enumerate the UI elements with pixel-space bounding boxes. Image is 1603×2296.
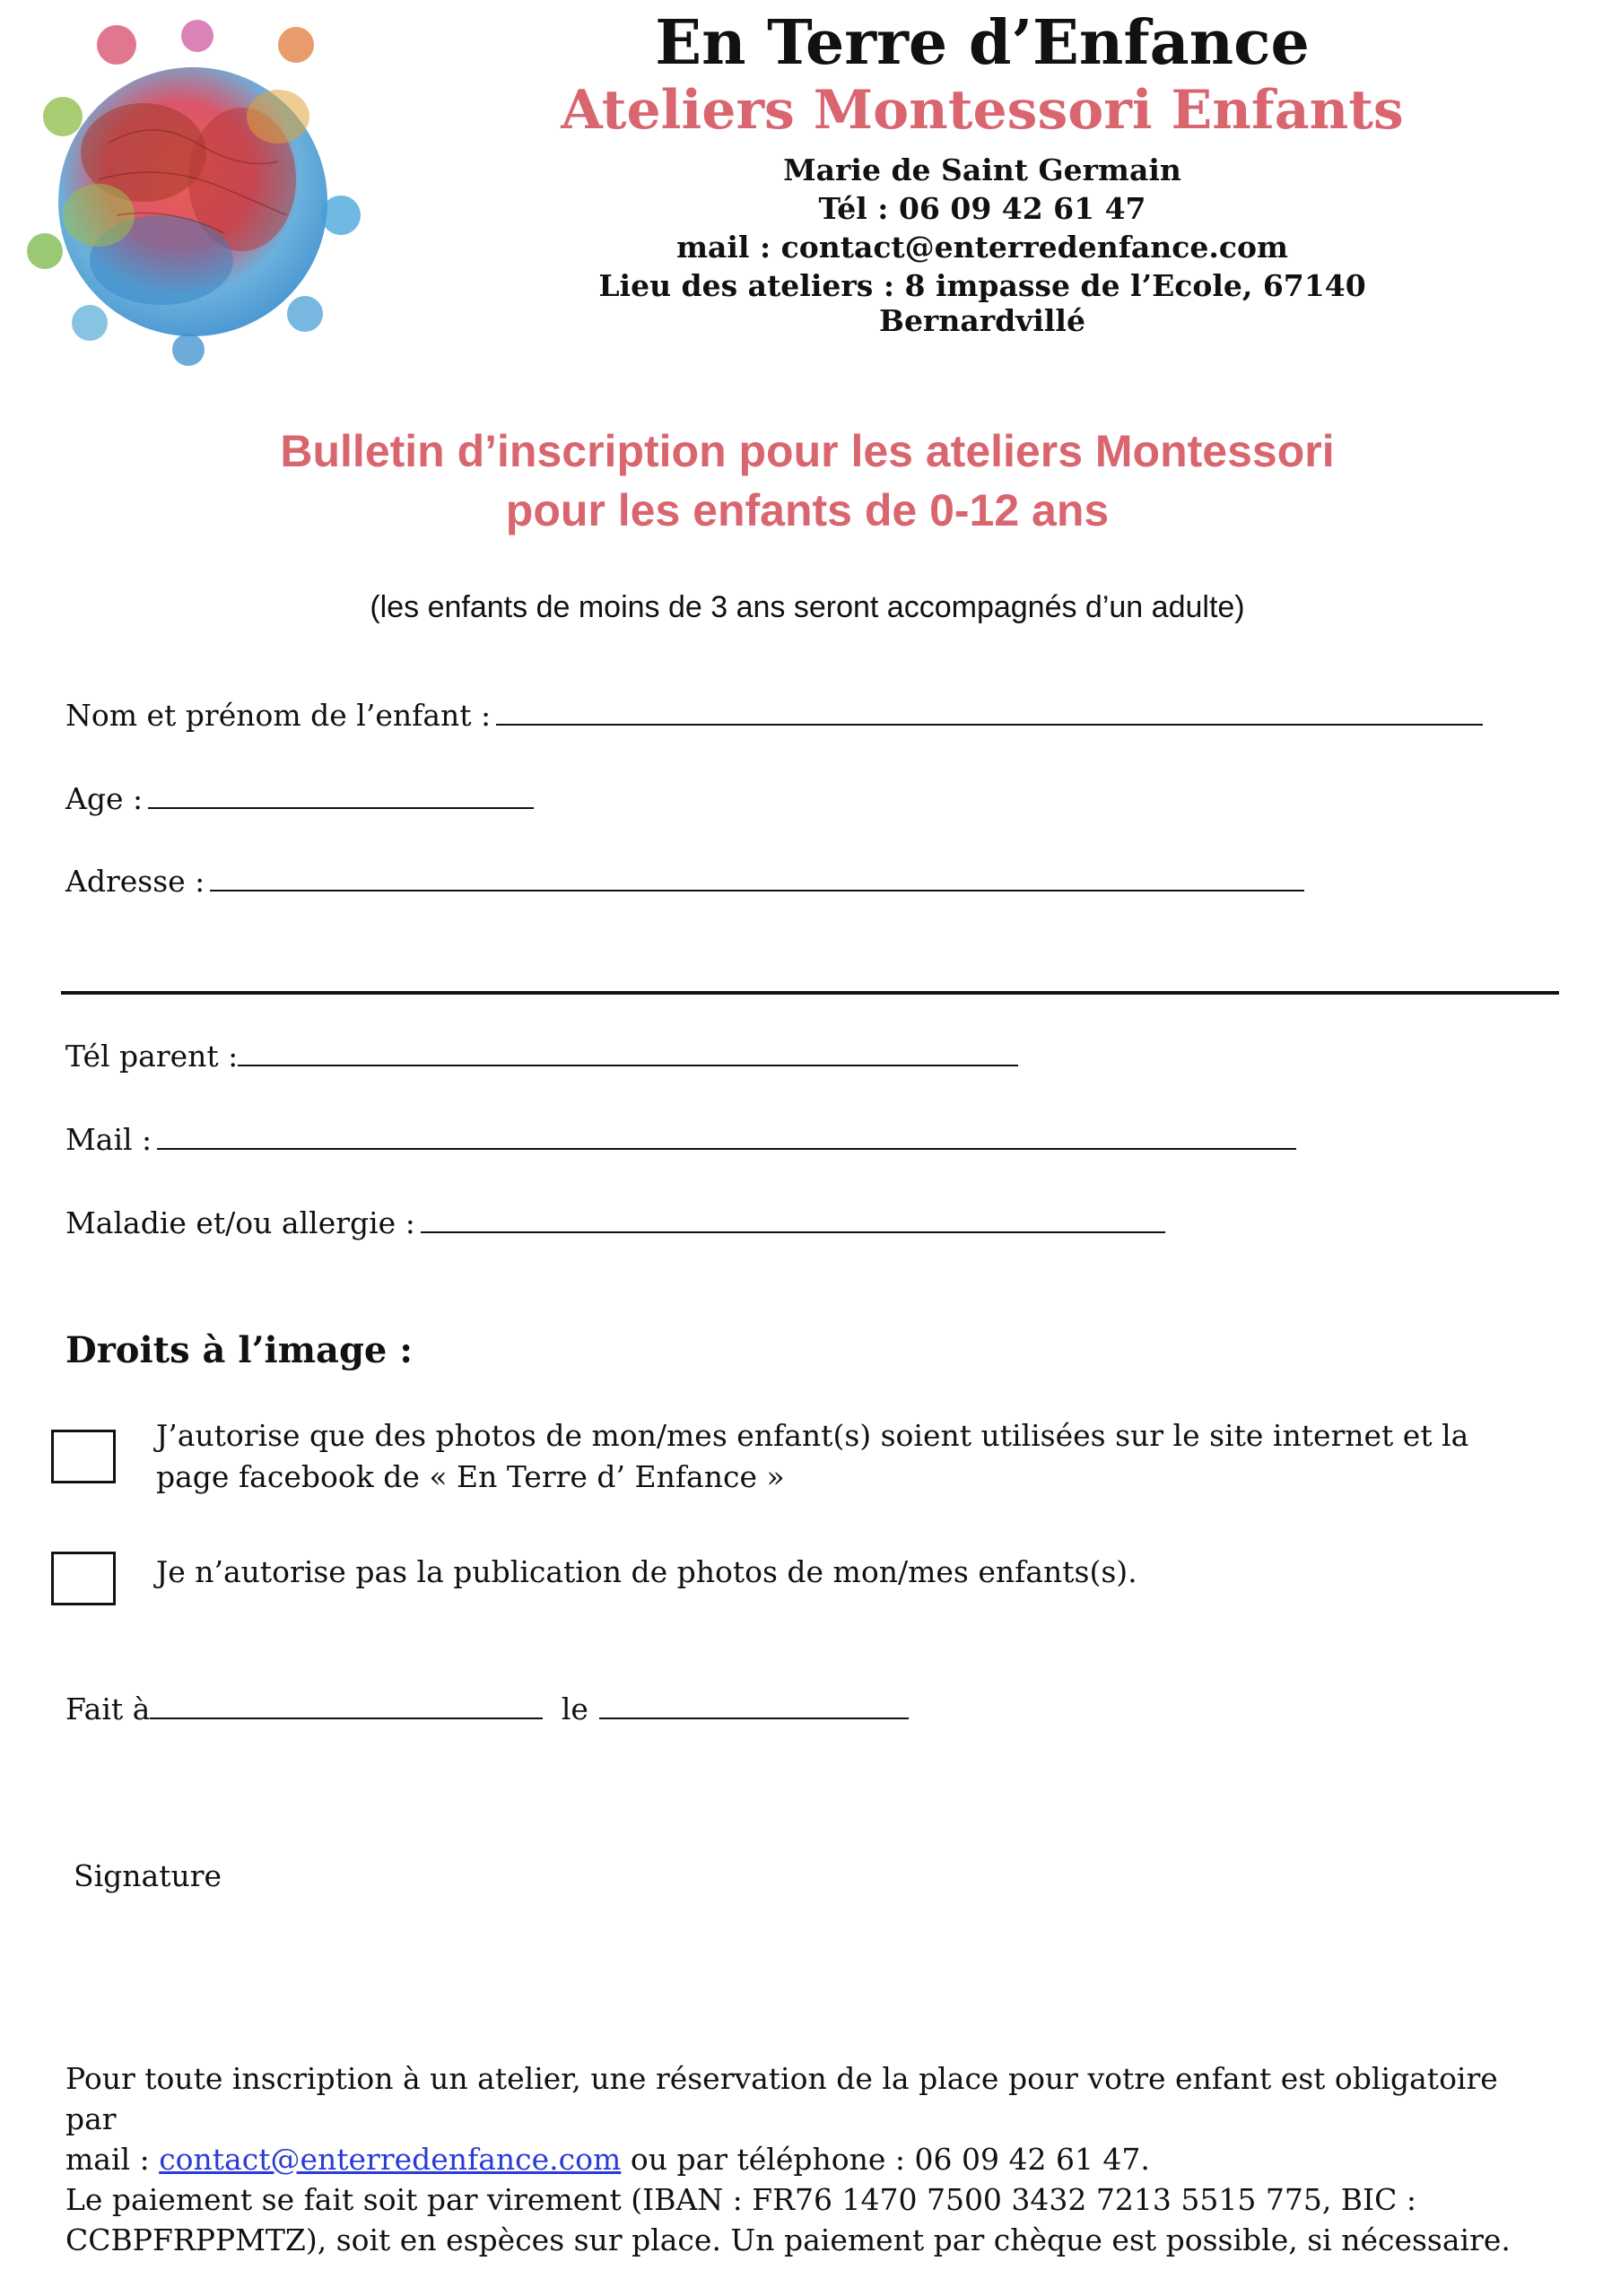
address-line[interactable] — [210, 863, 1304, 891]
image-rights-heading: Droits à l’image : — [65, 1329, 414, 1371]
parent-phone-label: Tél parent : — [65, 1039, 239, 1074]
authorize-photos-text: J’autorise que des photos de mon/mes enfant(s) soient utilisées sur le site internet et la page facebook de « En Terre d’ Enfance » — [156, 1418, 1469, 1494]
parent-phone-field[interactable] — [65, 1038, 1018, 1074]
child-name-line[interactable] — [496, 697, 1483, 726]
mail-field[interactable] — [65, 1121, 1296, 1157]
organization-subtitle: Ateliers Montessori Enfants — [561, 79, 1404, 142]
parent-phone-line[interactable] — [238, 1038, 1018, 1066]
place-label: Fait à — [65, 1692, 151, 1726]
address-second-line[interactable] — [61, 991, 1559, 995]
footer-line1: Pour toute inscription à un atelier, une réservation de la place pour votre enfant est obligatoire par — [65, 2061, 1498, 2136]
contact-email: mail : contact@enterredenfance.com — [676, 230, 1288, 265]
child-name-label: Nom et prénom de l’enfant : — [65, 698, 492, 733]
footer-payment: Le paiement se fait soit par virement (IBAN : FR76 1470 7500 3432 7213 5515 775, BIC : CCBPFRPPMTZ), soit en espèces sur place. Un paiement par chèque est possible, si nécessaire. — [65, 2182, 1511, 2257]
place-date-field[interactable] — [65, 1691, 909, 1726]
address-field[interactable] — [65, 863, 1304, 899]
illness-label: Maladie et/ou allergie : — [65, 1205, 415, 1240]
age-field[interactable] — [65, 780, 534, 816]
place-line[interactable] — [150, 1691, 543, 1719]
date-line[interactable] — [599, 1691, 909, 1719]
age-label: Age : — [65, 781, 144, 816]
form-title-line1: Bulletin d’inscription pour les ateliers Montessori — [280, 426, 1335, 476]
refuse-photos-checkbox[interactable] — [51, 1552, 116, 1605]
footer-mail-prefix: mail : — [65, 2142, 150, 2177]
workshop-location: Lieu des ateliers : 8 impasse de l’Ecole, 67140 Bernardvillé — [598, 268, 1366, 338]
mail-line[interactable] — [157, 1121, 1296, 1150]
contact-name: Marie de Saint Germain — [783, 152, 1181, 187]
form-title — [179, 422, 1435, 540]
organization-name: En Terre d’Enfance — [655, 7, 1310, 79]
signature-label: Signature — [74, 1858, 222, 1893]
age-line[interactable] — [148, 780, 534, 809]
footer-mail-line — [65, 2139, 1555, 2179]
illness-line[interactable] — [421, 1205, 1165, 1233]
age-note: (les enfants de moins de 3 ans seront accompagnés d’un adulte) — [370, 590, 1245, 624]
footer-email-link[interactable]: contact@enterredenfance.com — [159, 2142, 622, 2177]
footer-mail-suffix: ou par téléphone : 06 09 42 61 47. — [630, 2142, 1150, 2177]
date-label: le — [561, 1692, 588, 1726]
illness-field[interactable] — [65, 1205, 1165, 1240]
address-label: Adresse : — [65, 864, 205, 899]
globe-handprints-logo — [9, 9, 377, 368]
mail-label: Mail : — [65, 1122, 152, 1157]
contact-phone: Tél : 06 09 42 61 47 — [818, 191, 1146, 226]
footer-info — [65, 2058, 1555, 2260]
refuse-photos-text: Je n’autorise pas la publication de photos de mon/mes enfants(s). — [156, 1554, 1137, 1589]
authorize-photos-checkbox[interactable] — [51, 1430, 116, 1483]
child-name-field[interactable] — [65, 697, 1483, 733]
form-title-line2: pour les enfants de 0-12 ans — [505, 485, 1110, 535]
